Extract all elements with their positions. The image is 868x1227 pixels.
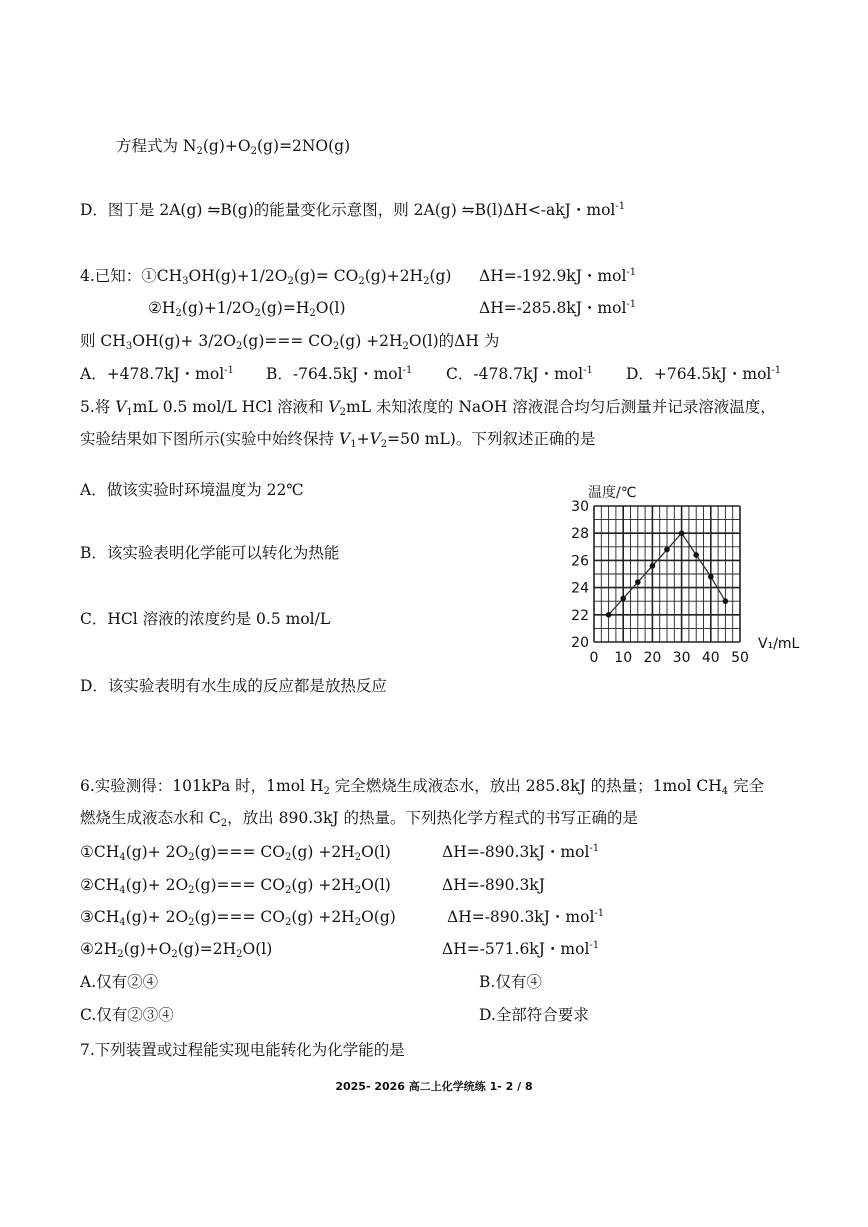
q5-option-c: C．HCl 溶液的浓度约是 0.5 mol/L — [80, 610, 331, 628]
q6-enthalpy-1: ΔH=-890.3kJ・mol$^{-1}$ — [442, 843, 600, 861]
data-point — [650, 563, 656, 569]
q5-option-a: A．做该实验时环境温度为 22℃ — [80, 481, 304, 499]
y-tick-label: 24 — [571, 580, 589, 597]
q4-eq2-enthalpy: ΔH=-285.8kJ・mol$^{-1}$ — [479, 299, 637, 317]
data-point — [664, 547, 670, 553]
q6-option-c: C.仅有②③④ — [80, 1006, 174, 1024]
q6-equation-3: $③CH_4(g)+ 2O_2(g)=== CO_2(g) +2H_2O(g)$ — [80, 908, 396, 928]
q5-stem-line1: 5.将 $V_1mL$ 0.5 mol/L HCl 溶液和 $V_2mL$ 未知浓度的 NaOH 溶液混合均匀后测量并记录溶液温度， — [80, 398, 776, 418]
x-tick-label: 50 — [731, 650, 749, 666]
y-tick-label: 30 — [571, 499, 589, 515]
x-axis-label: V₁/mL — [758, 636, 800, 652]
x-tick-label: 30 — [672, 650, 691, 666]
q6-stem-line1: 6.实验测得：101kPa 时，1mol $H_2$ 完全燃烧生成液态水，放出 285.8kJ 的热量；1mol $CH_4$ 完全 — [80, 777, 765, 797]
q3-option-d: D．图丁是 2A(g) ⇋B(g)的能量变化示意图，则 2A(g) ⇋B(l)ΔH<-akJ・mol$^{-1}$ — [80, 201, 626, 219]
y-tick-label: 22 — [571, 607, 589, 624]
q4-question: 则 $CH_3OH(g)+ 3/2O_2(g)=== CO_2(g) +2H_2O(l)$的ΔH 为 — [80, 332, 500, 352]
data-point — [723, 598, 729, 604]
q5-stem-line2: 实验结果如下图所示(实验中始终保持 $V_1+V_2=50$ mL)。下列叙述正确的是 — [80, 430, 596, 450]
x-tick-label: 20 — [643, 650, 662, 666]
q4-option-d: D．+764.5kJ・mol$^{-1}$ — [626, 365, 782, 383]
q4-stem: 4.已知：$①CH_3OH(g)+1/2O_2(g)= CO_2(g)+2H_2(g)$ — [80, 267, 452, 287]
q7-stem: 7.下列装置或过程能实现电能转化为化学能的是 — [80, 1041, 405, 1059]
q4-eq2: $②H_2(g)+1/2O_2(g)=H_2O(l)$ — [148, 299, 346, 319]
q3-equation-line: 方程式为 $N_2(g)+O_2(g)=2NO(g)$ — [116, 137, 351, 157]
q6-equation-2: $②CH_4(g)+ 2O_2(g)=== CO_2(g) +2H_2O(l)$ — [80, 876, 391, 896]
x-tick-label: 0 — [589, 650, 599, 666]
page-footer: 2025- 2026 高二上化学统练 1- 2 / 8 — [335, 1080, 533, 1093]
y-tick-label: 26 — [571, 553, 589, 570]
q5-option-d: D．该实验表明有水生成的反应都是放热反应 — [80, 677, 387, 695]
temperature-volume-chart — [560, 478, 820, 678]
data-point — [708, 574, 714, 580]
q6-equation-1: $①CH_4(g)+ 2O_2(g)=== CO_2(g) +2H_2O(l)$ — [80, 843, 391, 863]
q4-option-a: A．+478.7kJ・mol$^{-1}$ — [80, 365, 234, 383]
q6-enthalpy-4: ΔH=-571.6kJ・mol$^{-1}$ — [442, 940, 600, 958]
data-point — [620, 596, 626, 602]
q6-stem-line2: 燃烧生成液态水和 $C_2$，放出 890.3kJ 的热量。下列热化学方程式的书写正确的是 — [80, 809, 639, 829]
q6-equation-4: $④2H_2(g)+O_2(g)=2H_2O(l)$ — [80, 940, 273, 960]
q6-option-a: A.仅有②④ — [80, 973, 159, 991]
data-point — [693, 552, 699, 558]
q6-option-d: D.全部符合要求 — [479, 1006, 589, 1024]
x-tick-label: 40 — [701, 650, 720, 666]
y-tick-label: 28 — [571, 526, 589, 543]
q6-enthalpy-2: ΔH=-890.3kJ — [442, 876, 545, 894]
q6-option-b: B.仅有④ — [479, 973, 542, 991]
y-tick-label: 20 — [571, 635, 589, 651]
q5-option-b: B．该实验表明化学能可以转化为热能 — [80, 544, 340, 562]
data-point — [679, 530, 685, 536]
q4-eq1-enthalpy: ΔH=-192.9kJ・mol$^{-1}$ — [479, 267, 637, 285]
data-point — [606, 612, 612, 618]
q4-option-b: B．-764.5kJ・mol$^{-1}$ — [266, 365, 413, 383]
q6-enthalpy-3: ΔH=-890.3kJ・mol$^{-1}$ — [447, 908, 605, 926]
data-point — [635, 579, 641, 585]
q4-option-c: C．-478.7kJ・mol$^{-1}$ — [446, 365, 593, 383]
x-tick-label: 10 — [614, 650, 633, 666]
y-axis-label: 温度/℃ — [588, 485, 637, 501]
